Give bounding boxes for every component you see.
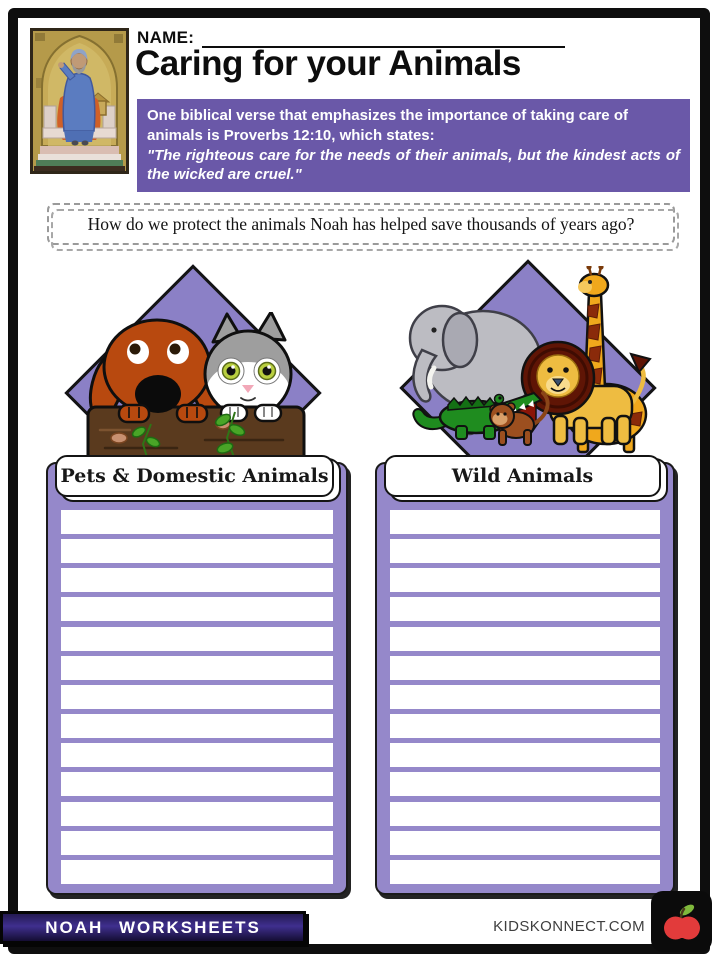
wild-column-header	[384, 455, 661, 497]
answer-line[interactable]	[61, 831, 333, 855]
noah-painting-icon	[30, 28, 129, 174]
pets-column-header	[55, 455, 334, 497]
answer-line[interactable]	[390, 685, 660, 709]
answer-line[interactable]	[61, 772, 333, 796]
answer-line[interactable]	[61, 860, 333, 884]
pets-column-label: Pets & Domestic Animals	[60, 465, 329, 487]
answer-line[interactable]	[390, 597, 660, 621]
answer-line[interactable]	[61, 510, 333, 534]
answer-line[interactable]	[390, 656, 660, 680]
wild-column	[375, 455, 675, 895]
pets-writing-panel	[46, 462, 348, 895]
wild-animals-icon	[398, 266, 660, 456]
answer-line[interactable]	[61, 802, 333, 826]
answer-line[interactable]	[390, 743, 660, 767]
wild-column-label: Wild Animals	[451, 465, 594, 487]
answer-line[interactable]	[61, 568, 333, 592]
answer-line[interactable]	[390, 802, 660, 826]
answer-line[interactable]	[390, 539, 660, 563]
verse-intro: One biblical verse that emphasizes the importance of taking care of animals is Proverbs 12:10, which states:	[147, 107, 628, 144]
answer-line[interactable]	[390, 831, 660, 855]
page-title: Caring for your Animals	[135, 44, 521, 83]
verse-quote: "The righteous care for the needs of their animals, but the kindest acts of the wicked are cruel."	[147, 146, 680, 184]
answer-line[interactable]	[390, 714, 660, 738]
answer-line[interactable]	[390, 627, 660, 651]
wild-writing-panel	[375, 462, 675, 895]
question-text: How do we protect the animals Noah has helped save thousands of years ago?	[87, 213, 635, 234]
answer-line[interactable]	[61, 714, 333, 738]
site-label: KIDSKONNECT.COM	[493, 918, 645, 935]
apple-icon	[651, 891, 712, 952]
answer-line[interactable]	[61, 539, 333, 563]
noah-worksheets-badge	[0, 911, 306, 944]
answer-line[interactable]	[390, 772, 660, 796]
wild-answer-lines	[390, 510, 660, 884]
answer-line[interactable]	[390, 510, 660, 534]
verse-box	[137, 99, 690, 192]
question-box	[47, 203, 675, 245]
name-label: NAME:	[137, 28, 195, 47]
pets-answer-lines	[61, 510, 333, 884]
dog-and-cat-icon	[85, 312, 310, 470]
answer-line[interactable]	[390, 568, 660, 592]
answer-line[interactable]	[61, 685, 333, 709]
answer-line[interactable]	[61, 656, 333, 680]
answer-line[interactable]	[61, 597, 333, 621]
answer-line[interactable]	[61, 743, 333, 767]
answer-line[interactable]	[390, 860, 660, 884]
pets-column	[46, 455, 348, 895]
answer-line[interactable]	[61, 627, 333, 651]
badge-label: NOAH WORKSHEETS	[45, 917, 261, 937]
